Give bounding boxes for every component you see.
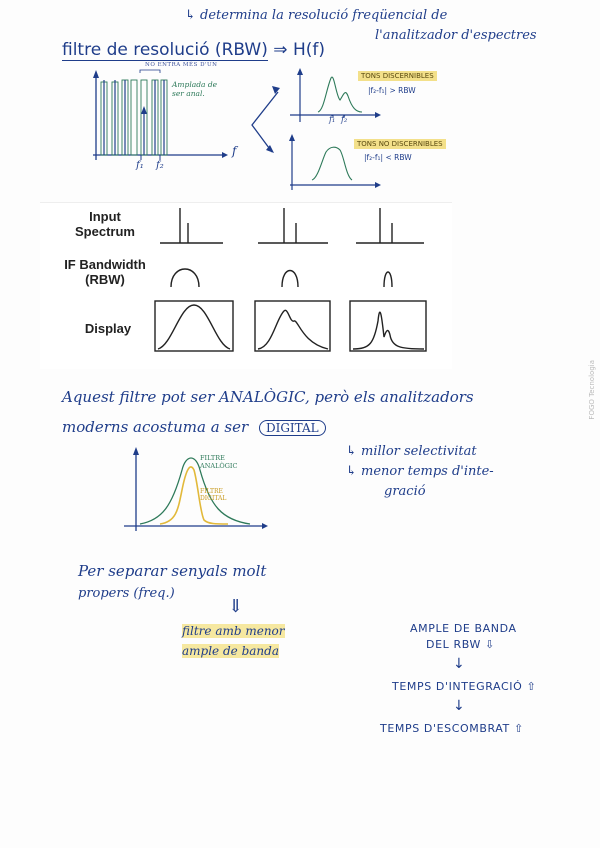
tag-discernible-condition: |f₂-f₁| > RBW	[368, 86, 416, 95]
bottom-right-line1: AMPLE DE BANDA	[410, 622, 517, 635]
display-label: Display	[84, 321, 132, 336]
hook-arrow-icon: ↳	[185, 8, 196, 23]
bottom-left-line2: propers (freq.)	[78, 586, 175, 601]
label-digital-filter: FILTRE DIGITAL	[200, 488, 227, 502]
bar-side-note: Amplada de ser anal.	[172, 80, 218, 98]
label-analog-filter: FILTRE ANALÒGIC	[200, 454, 238, 470]
mini-f1-label: f₁	[329, 115, 336, 124]
bottom-left-line1: Per separar senyals molt	[78, 562, 267, 580]
header-note-line1: determina la resolució freqüencial de	[200, 8, 448, 23]
header-note-line2: l'analitzador d'espectres	[375, 28, 537, 43]
tag-not-discernible: TONS NO DISCERNIBLES	[354, 139, 446, 149]
side-watermark: FOGO Tecnologia	[588, 360, 596, 420]
bottom-right-line4: TEMPS D'ESCOMBRAT ⇧	[380, 722, 524, 735]
bar-top-label: NO ENTRA MÉS D'UN	[145, 62, 218, 68]
f2-label: f₂	[156, 160, 164, 171]
bottom-left-line3: filtre amb menor	[182, 624, 285, 638]
para-line1: Aquest filtre pot ser ANALÒGIC, però els analitzadors	[62, 388, 474, 406]
tag-discernible: TONS DISCERNIBLES	[358, 71, 437, 81]
digital-circled: DIGITAL	[259, 420, 326, 436]
title-arrow: ⇒ H(f)	[273, 40, 325, 60]
bottom-left-line4: ample de banda	[182, 644, 279, 658]
mini-f2-label: f₂	[341, 115, 348, 124]
title-text: filtre de resolució (RBW)	[62, 40, 268, 60]
bottom-right-line2: DEL RBW ⇩	[426, 638, 495, 651]
bottom-right-line3: TEMPS D'INTEGRACIÓ ⇧	[392, 680, 537, 693]
bullet-selectivity: ↳ millor selectivitat	[346, 444, 477, 459]
bottom-right-arrow2: ↓	[453, 698, 466, 714]
axis-f-label: f	[232, 144, 237, 158]
bottom-right-arrow1: ↓	[453, 656, 466, 672]
tag-not-discernible-condition: |f₂-f₁| < RBW	[364, 153, 412, 162]
f1-label: f₁	[136, 160, 144, 171]
input-spectrum-label: Input Spectrum	[75, 209, 135, 239]
bullet-integration: ↳ menor temps d'inte-	[346, 464, 494, 479]
if-bandwidth-label: IF Bandwidth (RBW)	[64, 257, 146, 287]
para-line2-text: moderns acostuma a ser	[62, 418, 249, 436]
bullet-integration-cont: gració	[384, 484, 426, 499]
double-down-arrow: ⇓	[228, 596, 244, 617]
